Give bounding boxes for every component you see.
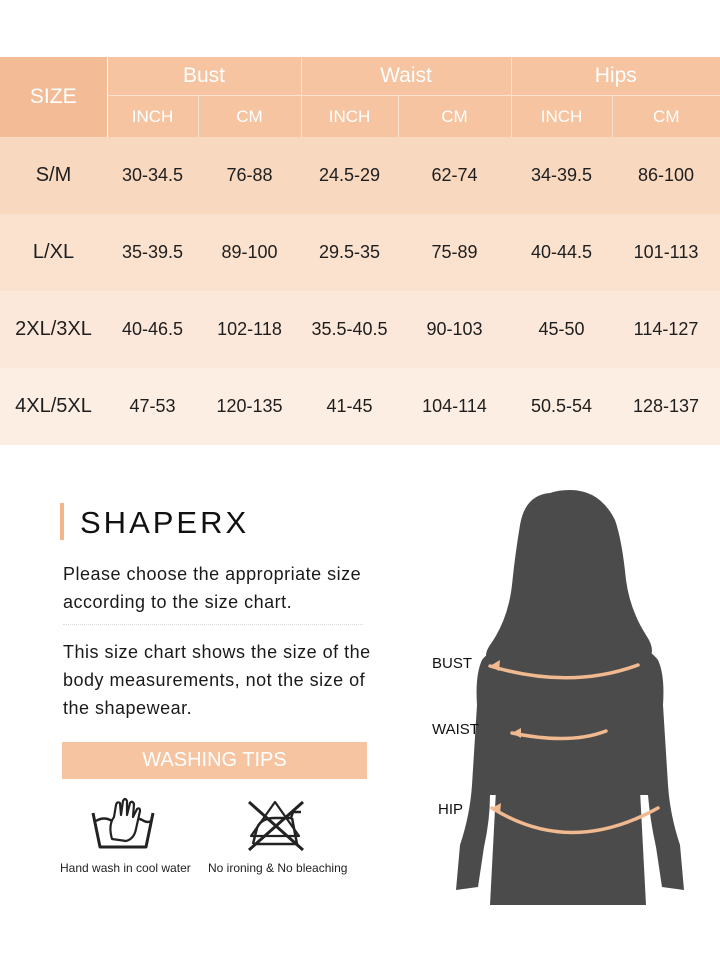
size-column-header: SIZE xyxy=(0,57,107,137)
waist-inch-cell: 35.5-40.5 xyxy=(301,291,398,368)
hand-wash-label: Hand wash in cool water xyxy=(60,861,191,875)
table-row xyxy=(0,368,720,445)
brand-logo: SHAPERX xyxy=(80,505,250,540)
bust-label: BUST xyxy=(432,655,473,672)
waist-inch-header: INCH xyxy=(301,96,398,138)
size-cell: S/M xyxy=(0,137,107,214)
bust-inch-cell: 47-53 xyxy=(107,368,198,445)
bust-inch-cell: 35-39.5 xyxy=(107,214,198,291)
waist-header: Waist xyxy=(301,57,511,96)
no-iron-no-bleach-icon xyxy=(245,798,307,853)
waist-inch-cell: 41-45 xyxy=(301,368,398,445)
bust-cm-header: CM xyxy=(198,96,301,138)
table-row xyxy=(0,137,720,214)
waist-cm-cell: 75-89 xyxy=(398,214,511,291)
washing-tips-title: WASHING TIPS xyxy=(142,749,287,771)
waist-cm-cell: 90-103 xyxy=(398,291,511,368)
table-unit-row xyxy=(0,96,720,138)
hand-wash-icon xyxy=(90,795,156,853)
bust-cm-cell: 89-100 xyxy=(198,214,301,291)
bust-inch-cell: 40-46.5 xyxy=(107,291,198,368)
waist-cm-cell: 104-114 xyxy=(398,368,511,445)
table-row xyxy=(0,291,720,368)
no-iron-label: No ironing & No bleaching xyxy=(208,861,348,875)
waist-cm-header: CM xyxy=(398,96,511,138)
waist-label: WAIST xyxy=(432,721,479,738)
hips-cm-header: CM xyxy=(612,96,720,138)
size-advice-text: Please choose the appropriate size according to the size chart. xyxy=(63,564,362,612)
hips-cm-cell: 101-113 xyxy=(612,214,720,291)
hips-inch-header: INCH xyxy=(511,96,612,138)
divider xyxy=(63,624,363,625)
hips-inch-cell: 40-44.5 xyxy=(511,214,612,291)
size-cell: 4XL/5XL xyxy=(0,368,107,445)
table-row xyxy=(0,214,720,291)
bust-cm-cell: 76-88 xyxy=(198,137,301,214)
size-cell: 2XL/3XL xyxy=(0,291,107,368)
measurement-note-text: This size chart shows the size of the body measurements, not the size of the shapewear. xyxy=(63,642,371,718)
size-chart-table xyxy=(0,57,720,445)
hips-inch-cell: 50.5-54 xyxy=(511,368,612,445)
hips-cm-cell: 86-100 xyxy=(612,137,720,214)
bust-inch-cell: 30-34.5 xyxy=(107,137,198,214)
bust-header: Bust xyxy=(107,57,301,96)
body-silhouette-figure xyxy=(420,485,720,905)
waist-cm-cell: 62-74 xyxy=(398,137,511,214)
hips-inch-cell: 34-39.5 xyxy=(511,137,612,214)
hips-header: Hips xyxy=(511,57,720,96)
hip-label: HIP xyxy=(438,801,464,818)
waist-inch-cell: 29.5-35 xyxy=(301,214,398,291)
hips-inch-cell: 45-50 xyxy=(511,291,612,368)
brand-accent-bar xyxy=(60,503,64,540)
bust-cm-cell: 120-135 xyxy=(198,368,301,445)
hips-cm-cell: 128-137 xyxy=(612,368,720,445)
bust-cm-cell: 102-118 xyxy=(198,291,301,368)
hips-cm-cell: 114-127 xyxy=(612,291,720,368)
washing-tips-banner xyxy=(62,742,367,779)
size-cell: L/XL xyxy=(0,214,107,291)
waist-inch-cell: 24.5-29 xyxy=(301,137,398,214)
bust-inch-header: INCH xyxy=(107,96,198,138)
table-header-row xyxy=(0,57,720,96)
